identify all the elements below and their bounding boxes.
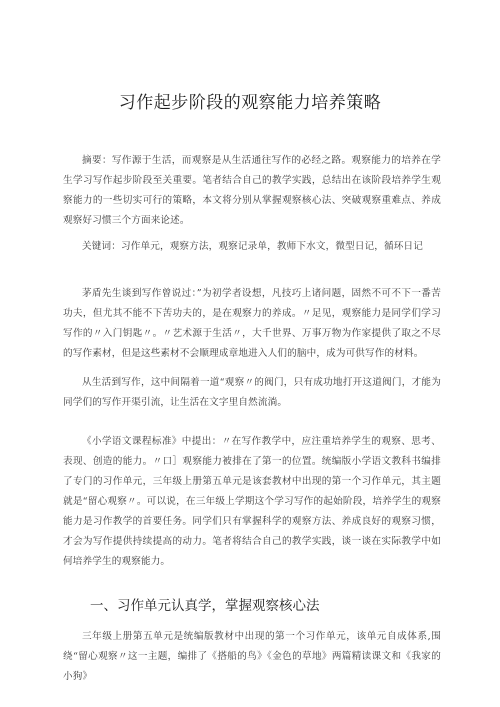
section-1-paragraph: 三年级上册第五单元是统编版教材中出现的第一个习作单元，该单元自成体系,围绕“留心观察〃这一主题，编排了《搭船的鸟》《金色的草地》两篇精读课文和《我家的小狗》 <box>63 631 441 682</box>
body-paragraph-2: 从生活到写作，这中间隔着一道“观察〃的阀门，只有成功地打开这道阀门，才能为同学们的写作开渠引流，让生活在文字里自然流淌。 <box>63 377 441 408</box>
body-paragraph-3: 《小学语文课程标准》中提出：〃在写作教学中，应注重培养学生的观察、思考、表现、创造的能力。〃口］观察能力被排在了第一的位置。统编版小学语文教科书编排了专门的习作单元，三年级上册第五单元是该套教材中出现的第一个习作单元，其主题就是“留心观察〃。可以说，在三年级上学期这个学习写作的起始阶段，培养学生的观察能力是习作教学的首要任务。同学们只有掌握科学的观察方法、养成良好的观察习惯，才会为写作提供持续提高的动力。笔者将结合自己的教学实践，谈一谈在实际教学中如何培养学生的观察能力。 <box>63 436 441 567</box>
section-heading-1: 一、习作单元认真学，掌握观察核心法 <box>90 598 320 614</box>
keywords-paragraph: 关键词：习作单元，观察方法，观察记录单，教师下水文，微型日记，循环日记 <box>82 241 424 252</box>
document-title: 习作起步阶段的观察能力培养策略 <box>118 93 382 113</box>
abstract-paragraph: 摘要：写作源于生活，而观察是从生活通往写作的必经之路。观察能力的培养在学生学习写作起步阶段至关重要。笔者结合自己的教学实践，总结出在该阶段培养学生观察能力的一些切实可行的策略，本文将分别从掌握观察核心法、突破观察重难点、养成观察好习惯三个方面来论述。 <box>63 155 441 226</box>
body-paragraph-1: 茅盾先生谈到写作曾说过：”为初学者设想，凡技巧上诸问题，固然不可不下一番苦功夫，但尤其不能不下苦功夫的，是在观察力的养成。〃足见，观察能力是同学们学习写作的〃入门钥匙〃。〃艺术源于生活〃，大千世界、万事万物为作家提供了取之不尽的写作素材，但是这些素材不会顺理成章地进入人们的脑中，成为可供写作的材料。 <box>63 288 441 359</box>
